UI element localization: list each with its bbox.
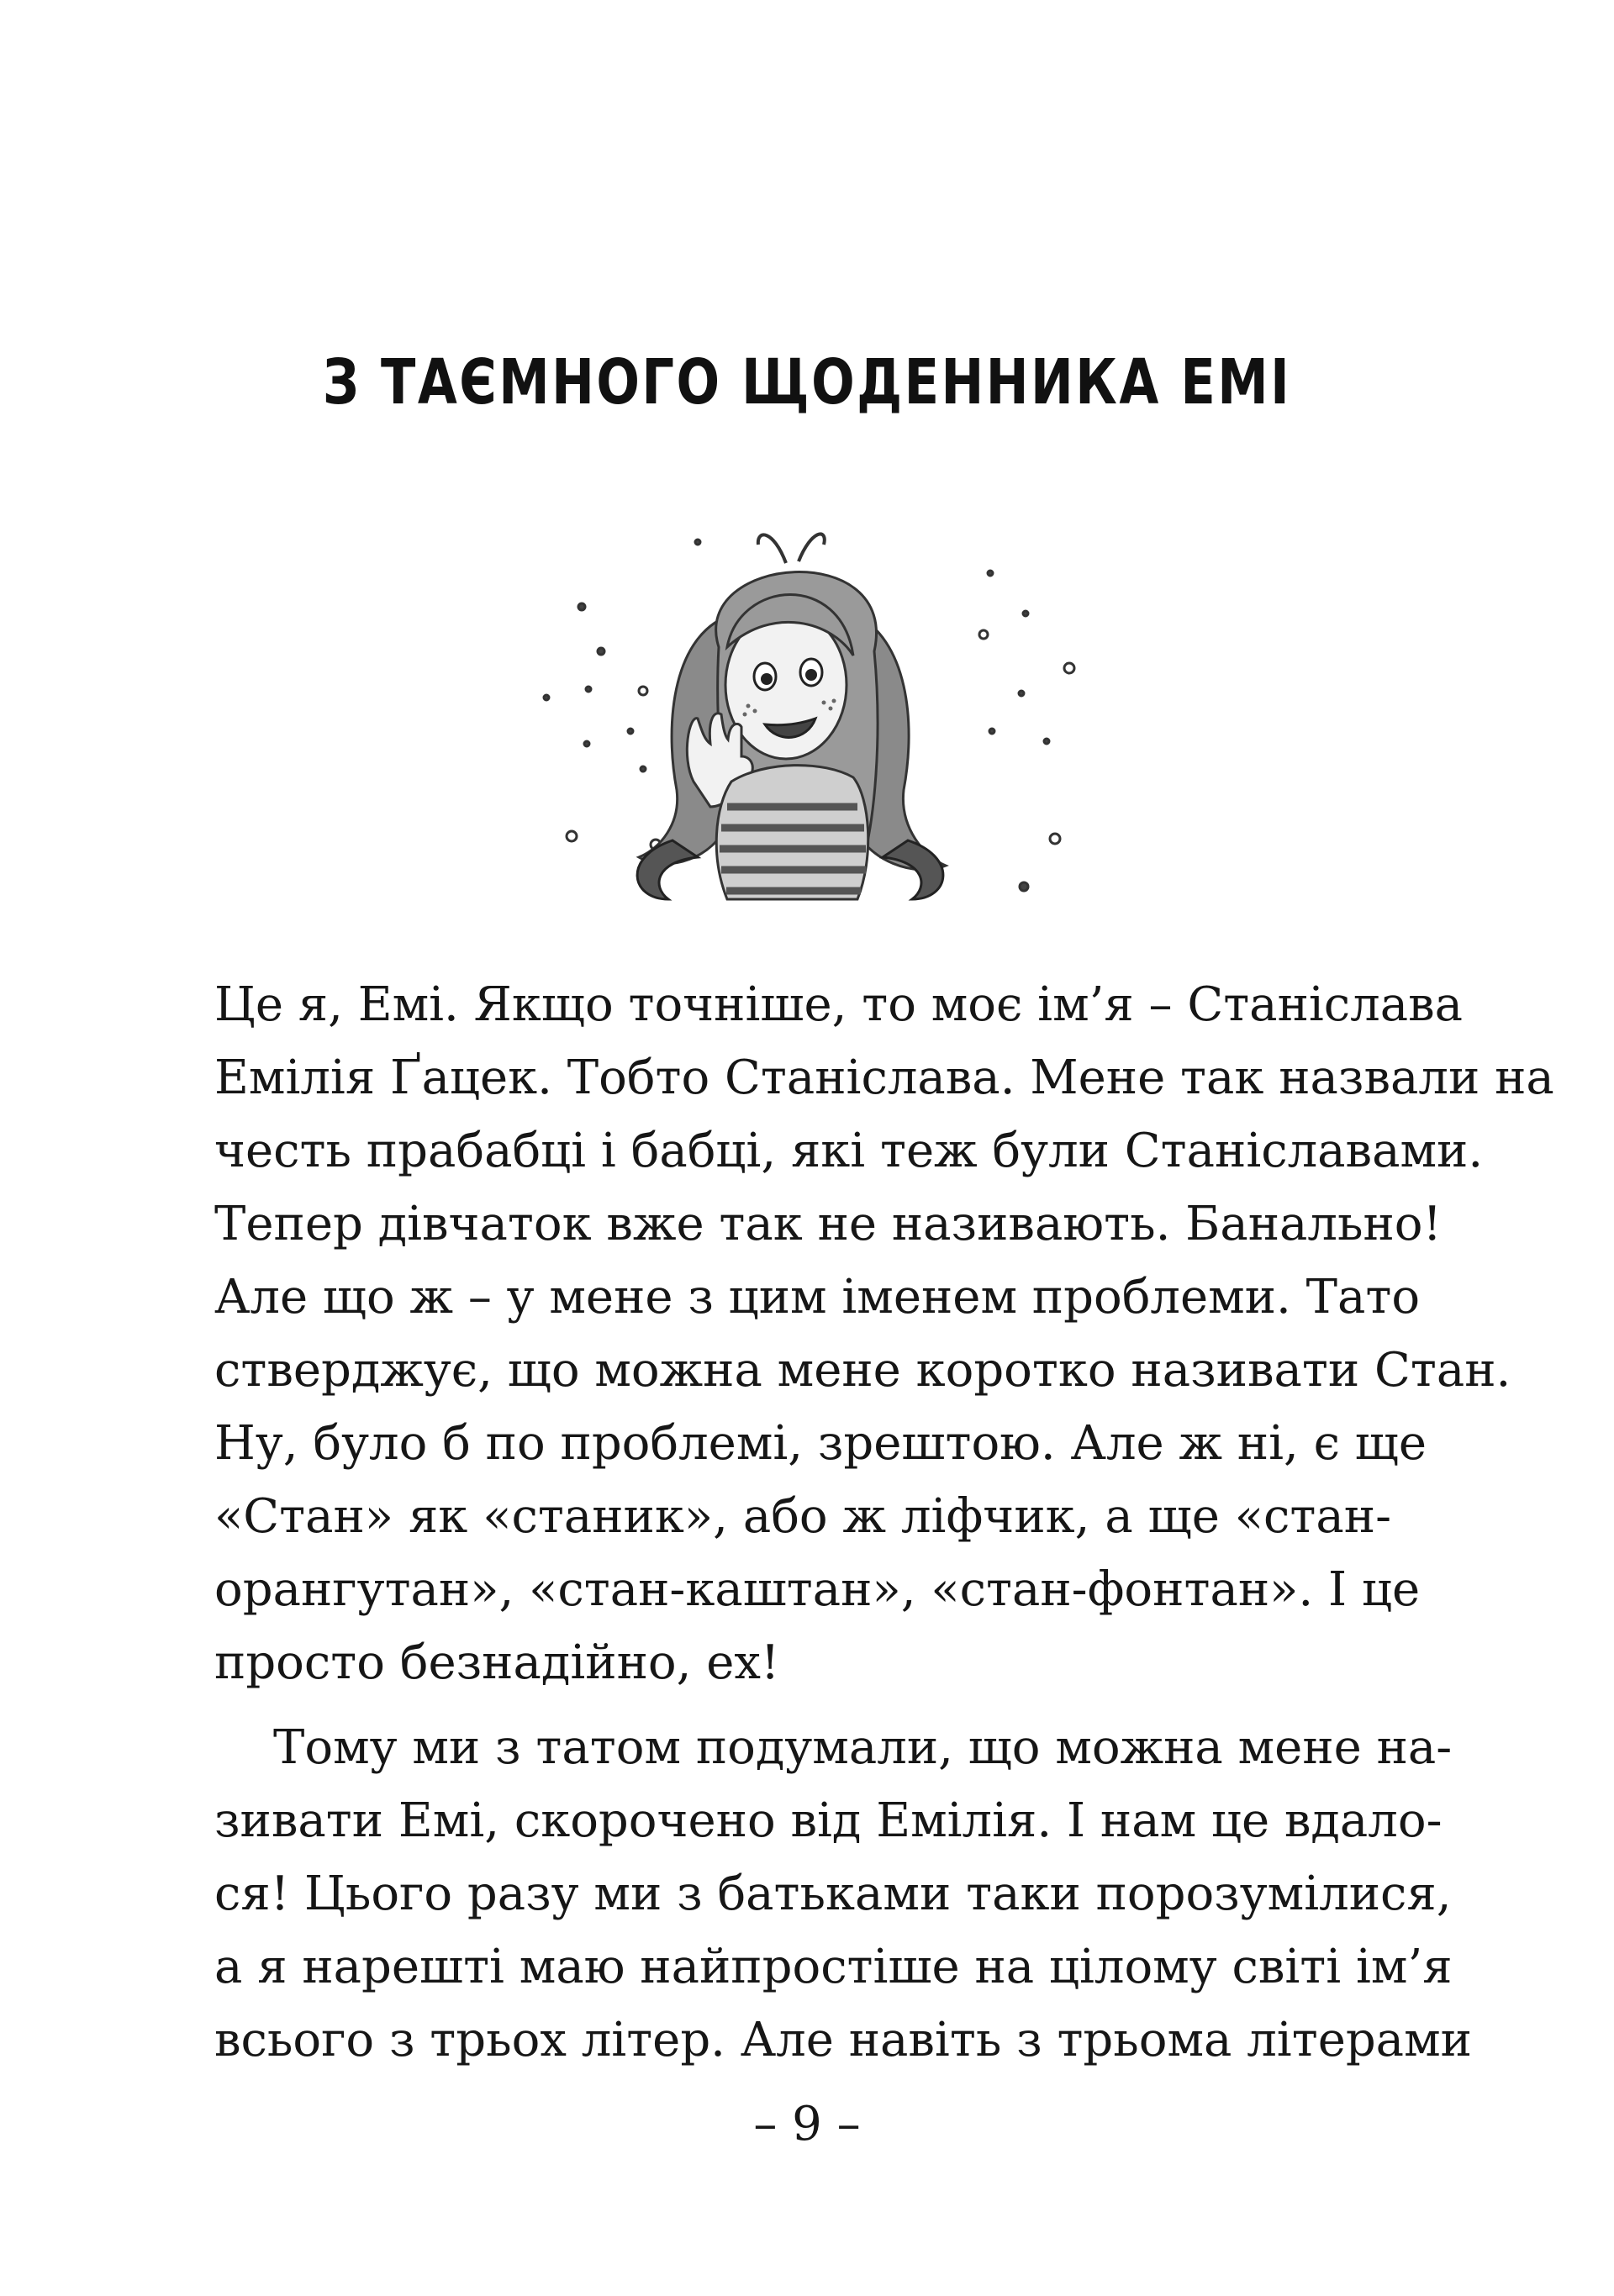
text-line: Емілія Ґацек. Тобто Станіслава. Мене так назвали на xyxy=(214,1051,1554,1105)
sparkle-dot xyxy=(1023,611,1028,616)
paragraph xyxy=(214,1711,1472,2077)
text-line: Ну, було б по проблемі, зрештою. Але ж ні, є ще xyxy=(214,1416,1427,1471)
sparkle-dot xyxy=(979,630,988,639)
paragraph xyxy=(214,968,1554,1699)
sparkle-dot xyxy=(628,729,633,734)
striped-shirt xyxy=(716,766,868,899)
text-line: Тому ми з татом подумали, що можна мене на- xyxy=(273,1720,1453,1775)
text-line: стверджує, що можна мене коротко називати Стан. xyxy=(214,1343,1511,1398)
text-line: всього з трьох літер. Але навіть з трьома літерами xyxy=(214,2013,1472,2067)
text-line: ся! Цього разу ми з батьками таки порозумілися, xyxy=(214,1867,1452,1921)
antenna xyxy=(799,534,825,561)
text-line: «Стан» як «станик», або ж ліфчик, а ще «стан- xyxy=(214,1489,1391,1544)
sparkle-dot xyxy=(641,766,646,771)
girl-waving-illustration xyxy=(521,504,1093,958)
sparkle-dot xyxy=(639,687,647,695)
sparkle-dot xyxy=(1064,663,1074,673)
sparkle-dot xyxy=(578,603,585,610)
sparkle-dot xyxy=(584,741,589,746)
sparkle-dot xyxy=(567,831,577,841)
sparkle-dot xyxy=(1020,882,1028,891)
sparkle-dot xyxy=(544,695,549,700)
page-number: – 9 – xyxy=(753,2097,861,2151)
text-line: Тепер дівчаток вже так не називають. Банально! xyxy=(214,1197,1443,1251)
text-line: Це я, Емі. Якщо точніше, то моє ім’я – Станіслава xyxy=(214,977,1464,1032)
sparkle-dot xyxy=(1044,739,1049,744)
sparkle-dot xyxy=(988,571,993,576)
text-line: Але що ж – у мене з цим іменем проблеми. Тато xyxy=(214,1270,1421,1324)
text-line: честь прабабці і бабці, які теж були Станіславами. xyxy=(214,1124,1484,1178)
text-line: зивати Емі, скорочено від Емілія. І нам це вдало- xyxy=(214,1793,1443,1848)
antenna xyxy=(758,535,786,563)
sparkle-dot xyxy=(1050,834,1060,844)
text-line: орангутан», «стан-каштан», «стан-фонтан». І це xyxy=(214,1562,1421,1617)
text-line: а я нарешті маю найпростіше на цілому світі ім’я xyxy=(214,1940,1453,1994)
text-line: просто безнадійно, ех! xyxy=(214,1635,780,1690)
sparkle-dot xyxy=(1019,691,1024,696)
sparkle-dot xyxy=(695,540,700,545)
body-text xyxy=(214,968,1554,2077)
sparkle-dot xyxy=(598,648,604,655)
sparkle-dot xyxy=(586,687,591,692)
sparkle-dot xyxy=(989,729,994,734)
chapter-title: З ТАЄМНОГО ЩОДЕННИКА ЕМІ xyxy=(322,346,1292,419)
